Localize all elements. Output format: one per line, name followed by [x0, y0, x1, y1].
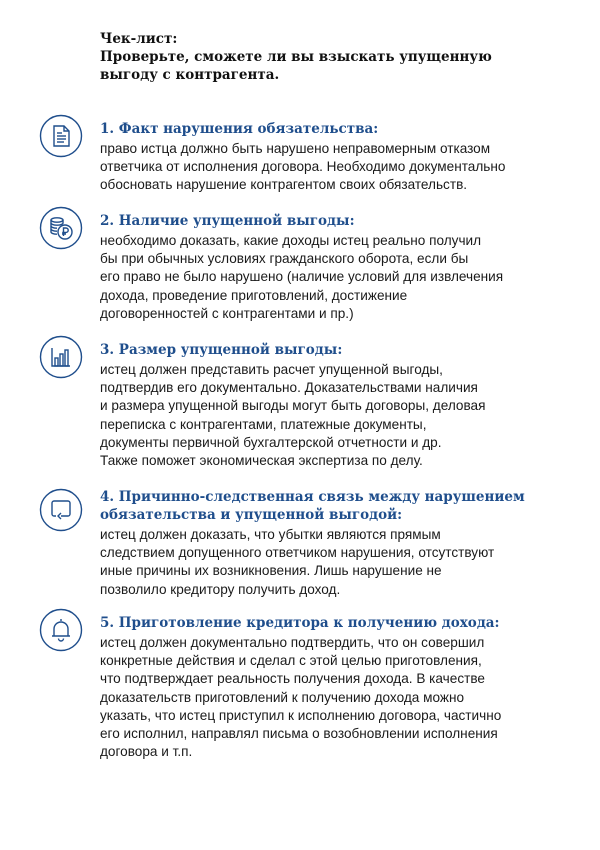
item-3-body-line: Также поможет экономическая экспертиза по делу.: [100, 453, 423, 469]
bell-icon: [39, 608, 83, 652]
item-5-body-line: истец должен документально подтвердить, что он совершил: [100, 635, 485, 650]
item-4-title-line: 4. Причинно-следственная связь между нарушением: [100, 489, 525, 505]
item-1-body-line: ответчика от исполнения договора. Необходимо документально: [100, 159, 506, 175]
item-5-title: [100, 614, 570, 632]
item-4-body-line: следствием допущенного ответчиком нарушения, отсутствуют: [100, 545, 495, 561]
item-4-body: [100, 526, 570, 599]
item-5-body-line: что подтверждает реальность получения дохода. В качестве: [100, 671, 485, 687]
item-3-title-line: 3. Размер упущенной выгоды:: [100, 342, 343, 358]
item-5-body-line: его исполнил, направлял письма о возобновлении исполнения: [100, 726, 498, 742]
item-2-body-line: его право не было нарушено (наличие условий для извлечения: [100, 269, 504, 285]
item-5-body-line: конкретные действия и сделал с этой целью приготовления,: [100, 653, 482, 669]
item-3-body-line: и размера упущенной выгоды могут быть договоры, деловая: [100, 398, 486, 414]
item-4-body-line: иные причины их возникновения. Лишь нарушение не: [100, 563, 442, 579]
header-line-1: Чек-лист:: [100, 31, 178, 47]
item-2-title-line: 2. Наличие упущенной выгоды:: [100, 213, 355, 229]
item-5-body: [100, 634, 570, 761]
document-icon: [39, 114, 83, 158]
item-3-title: [100, 341, 570, 359]
item-5-body-line: договора и т.п.: [100, 744, 193, 760]
coins-ruble-icon: [39, 206, 83, 250]
item-3-body-line: документы первичной бухгалтерской отчетности и др.: [100, 434, 442, 450]
item-1-body-line: обосновать нарушение контрагентом своих обязательств.: [100, 177, 468, 193]
item-4-title-line: обязательства и упущенной выгодой:: [100, 507, 403, 523]
item-2-body: [100, 232, 570, 323]
item-2-body-line: договоренностей с контрагентами и пр.): [100, 305, 354, 321]
item-3-body-line: истец должен представить расчет упущенной выгоды,: [100, 362, 443, 377]
item-5-body-line: доказательств приготовлений к получению дохода можно: [100, 689, 465, 705]
item-5-title-line: 5. Приготовление кредитора к получению дохода:: [100, 615, 500, 631]
bar-chart-icon: [39, 335, 83, 379]
item-2-title: [100, 212, 570, 230]
item-3-body-line: подтвердив его документально. Доказательствами наличия: [100, 380, 478, 396]
message-return-icon: [39, 488, 83, 532]
item-3-body: [100, 361, 570, 470]
item-1-body: [100, 140, 570, 195]
item-2-body-line: дохода, проведение приготовлений, достижение: [100, 287, 408, 303]
item-4-title: [100, 488, 570, 524]
item-4-body-line: позволило кредитору получить доход.: [100, 581, 341, 597]
item-1-title-line: 1. Факт нарушения обязательства:: [100, 121, 379, 137]
item-1-body-line: право истца должно быть нарушено неправомерным отказом: [100, 141, 491, 156]
item-1-title: [100, 120, 570, 138]
item-5-body-line: указать, что истец приступил к исполнению договора, частично: [100, 707, 502, 723]
item-4-body-line: истец должен доказать, что убытки являются прямым: [100, 527, 441, 542]
item-2-body-line: бы при обычных условиях гражданского оборота, если бы: [100, 251, 469, 267]
header-line-3: выгоду с контрагента.: [100, 67, 280, 83]
header-line-2: Проверьте, сможете ли вы взыскать упущенную: [100, 49, 492, 65]
item-2-body-line: необходимо доказать, какие доходы истец реально получил: [100, 233, 482, 248]
item-3-body-line: переписка с контрагентами, платежные документы,: [100, 416, 427, 432]
checklist-header: [100, 30, 560, 84]
